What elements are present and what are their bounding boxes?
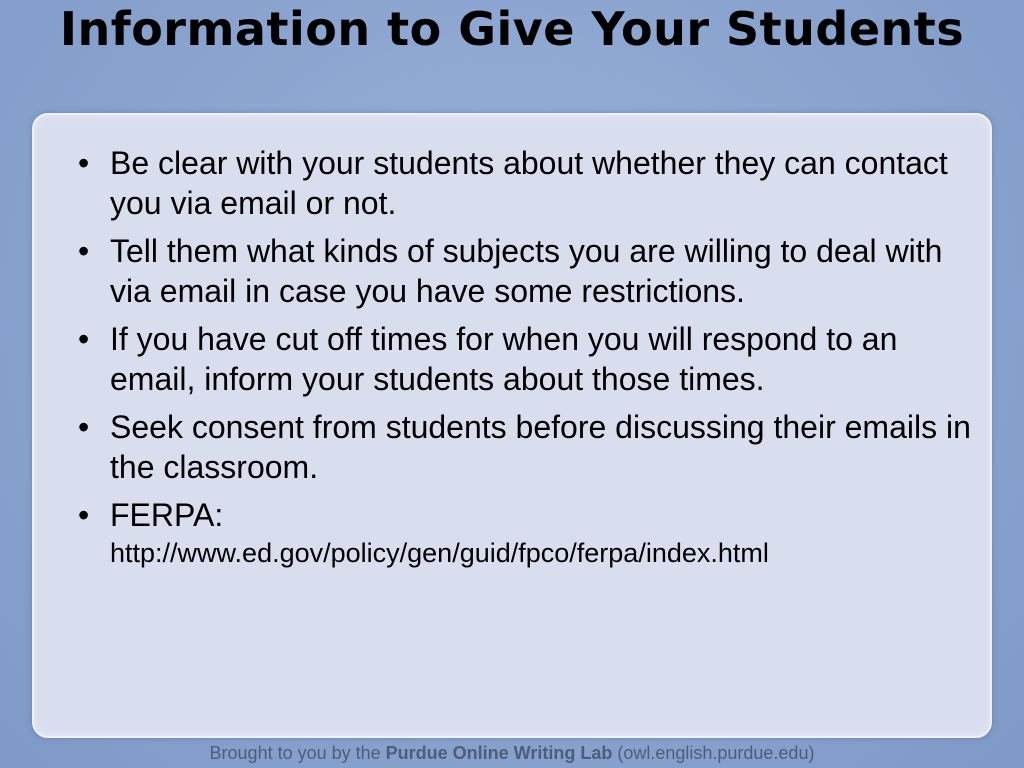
bullet-text: If you have cut off times for when you will respond to an email, inform your students about those times.	[110, 321, 898, 397]
bullet-text: Tell them what kinds of subjects you are willing to deal with via email in case you have some restrictions.	[110, 233, 943, 309]
bullet-icon: •	[78, 233, 90, 269]
bullet-item-ferpa	[78, 495, 978, 571]
footer-prefix: Brought to you by the	[209, 743, 386, 763]
bullet-text: Be clear with your students about whether they can contact you via email or not.	[110, 145, 948, 221]
footer-suffix: (owl.english.purdue.edu)	[612, 743, 815, 763]
slide-title: Information to Give Your Students	[59, 2, 965, 56]
bullet-item	[78, 319, 978, 399]
bullet-icon: •	[78, 409, 90, 445]
bullet-item	[78, 231, 978, 311]
ferpa-link[interactable]: http://www.ed.gov/policy/gen/guid/fpco/ferpa/index.html	[110, 538, 769, 568]
ferpa-label: FERPA:	[110, 497, 224, 533]
bullet-icon: •	[78, 321, 90, 357]
footer	[0, 742, 1024, 764]
bullet-item	[78, 143, 978, 223]
bullet-text: Seek consent from students before discussing their emails in the classroom.	[110, 409, 971, 485]
content-box	[32, 113, 992, 738]
footer-lab-name: Purdue Online Writing Lab	[385, 743, 613, 763]
bullet-icon: •	[78, 145, 90, 181]
bullet-item	[78, 407, 978, 487]
bullet-icon: •	[78, 497, 90, 533]
bullet-list	[78, 143, 978, 579]
